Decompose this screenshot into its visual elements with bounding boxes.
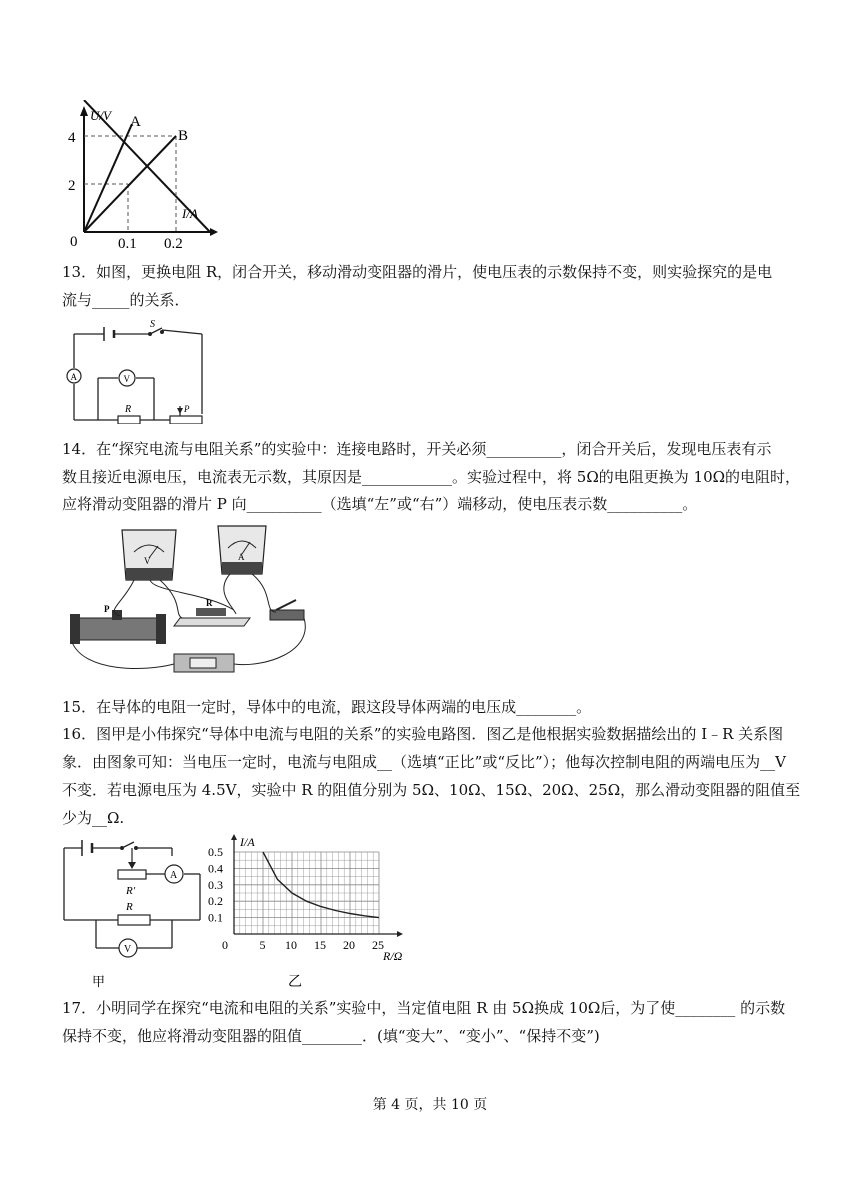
resistor-icon xyxy=(118,416,140,424)
line-b-label: B xyxy=(178,128,189,144)
origin-label: 0 xyxy=(70,234,78,250)
circuit-16 xyxy=(60,836,210,992)
y-axis-arrow xyxy=(231,834,237,840)
q16-line1: 16．图甲是小伟探究“导体中电流与电阻的关系”的实验电路图．图乙是他根据实验数据描绘出的 I﹣R 关系图 xyxy=(62,725,784,743)
q16-line4: 少为__Ω. xyxy=(62,809,125,827)
x-tick-0.1: 0.1 xyxy=(118,236,137,250)
x-tick-label: 10 xyxy=(285,938,297,952)
voltmeter-label: V xyxy=(123,374,130,384)
y-tick-label: 0.1 xyxy=(208,910,223,925)
line-b xyxy=(84,136,176,232)
figure-yi-caption: 乙 xyxy=(288,975,302,990)
resistor-label: R xyxy=(126,901,133,913)
x-tick-label: 15 xyxy=(314,938,326,952)
line-a xyxy=(84,124,132,232)
ammeter-label: A xyxy=(70,372,77,382)
q16-line2: 象．由图象可知：当电压一定时，电流与电阻成__（选填“正比”或“反比”）；他每次控制电阻的两端电压为__V xyxy=(62,753,787,771)
battery-box-icon xyxy=(174,654,234,672)
q14-line2: 数且接近电源电压，电流表无示数，其原因是____________。实验过程中，将 5Ω的电阻更换为 10Ω的电阻时， xyxy=(62,468,801,486)
line-a-label: A xyxy=(130,114,141,130)
ammeter-meter-icon xyxy=(218,526,266,574)
ammeter-label: A xyxy=(170,870,178,881)
page-footer: 第 4 页，共 10 页 xyxy=(372,1097,488,1113)
x-axis-label: R/Ω xyxy=(383,949,403,963)
voltmeter-meter-icon xyxy=(122,530,176,580)
slider-arrow-icon xyxy=(128,862,136,869)
circuit-13 xyxy=(62,318,212,424)
y-tick-label: 0.4 xyxy=(208,861,223,876)
apparatus-ammeter-label: A xyxy=(238,552,245,562)
apparatus-slider-label: P xyxy=(104,604,110,614)
q14-line3: 应将滑动变阻器的滑片 P 向__________（选填“左”或“右”）端移动，使电压表示数__________。 xyxy=(62,495,698,513)
rheostat-icon xyxy=(118,870,146,879)
slider-arrow-icon xyxy=(177,408,183,414)
resistor-label: R xyxy=(125,404,132,415)
y-tick-label: 0.5 xyxy=(208,845,223,859)
q16-line3: 不变．若电源电压为 4.5V，实验中 R 的阻值分别为 5Ω、10Ω、15Ω、20Ω、25Ω，那么滑动变阻器的阻值至 xyxy=(62,781,801,799)
apparatus-14 xyxy=(64,522,324,680)
x-axis-arrow xyxy=(397,931,403,937)
rheostat-icon xyxy=(170,416,202,424)
q13-line2: 流与_____的关系． xyxy=(62,291,190,309)
x-axis-arrow xyxy=(210,228,218,236)
x-tick-0.2: 0.2 xyxy=(164,236,183,250)
slider-label: P xyxy=(184,404,190,414)
u-i-graph xyxy=(60,100,220,250)
battery-icon xyxy=(82,840,92,856)
y-axis-label: I/A xyxy=(240,835,255,849)
apparatus-voltmeter-label: V xyxy=(144,556,151,566)
x-tick-label: 5 xyxy=(259,938,266,952)
y-axis-label: U/V xyxy=(90,108,111,123)
rheostat-label: R′ xyxy=(126,885,136,897)
x-tick-label: 25 xyxy=(372,938,384,952)
switch-device-icon xyxy=(270,600,304,620)
y-tick-label: 0.2 xyxy=(208,894,223,909)
q13-line1: 13．如图，更换电阻 R，闭合开关，移动滑动变阻器的滑片，使电压表的示数保持不变，则实验探究的是电 xyxy=(62,263,773,281)
switch-icon xyxy=(120,842,138,850)
y-axis-arrow xyxy=(80,106,88,116)
q17-line1: 17．小明同学在探究“电流和电阻的关系”实验中，当定值电阻 R 由 5Ω换成 10Ω后，为了使________ 的示数 xyxy=(62,999,786,1017)
x-axis-label: I/A xyxy=(182,206,198,221)
q15-line1: 15．在导体的电阻一定时，导体中的电流，跟这段导体两端的电压成________。 xyxy=(62,698,592,716)
apparatus-resistor-label: R xyxy=(206,598,213,608)
battery-icon xyxy=(104,327,114,341)
y-tick-2: 2 xyxy=(68,178,76,194)
resistor-board-icon xyxy=(174,608,250,626)
figure-jia-caption: 甲 xyxy=(92,974,106,989)
q17-line2: 保持不变，他应将滑动变阻器的阻值________．(填“变大”、“变小”、“保持不变”) xyxy=(62,1027,600,1045)
origin-label: 0 xyxy=(222,938,228,952)
q14-line1: 14．在“探究电流与电阻关系”的实验中：连接电路时，开关必须__________，闭合开关后，发现电压表有示 xyxy=(62,440,772,458)
resistor-icon xyxy=(118,915,150,925)
switch-label: S xyxy=(150,319,155,330)
y-tick-4: 4 xyxy=(68,130,76,146)
voltmeter-label: V xyxy=(124,944,132,955)
x-tick-label: 20 xyxy=(343,938,355,952)
y-tick-label: 0.3 xyxy=(208,877,223,892)
i-r-chart xyxy=(206,834,420,992)
